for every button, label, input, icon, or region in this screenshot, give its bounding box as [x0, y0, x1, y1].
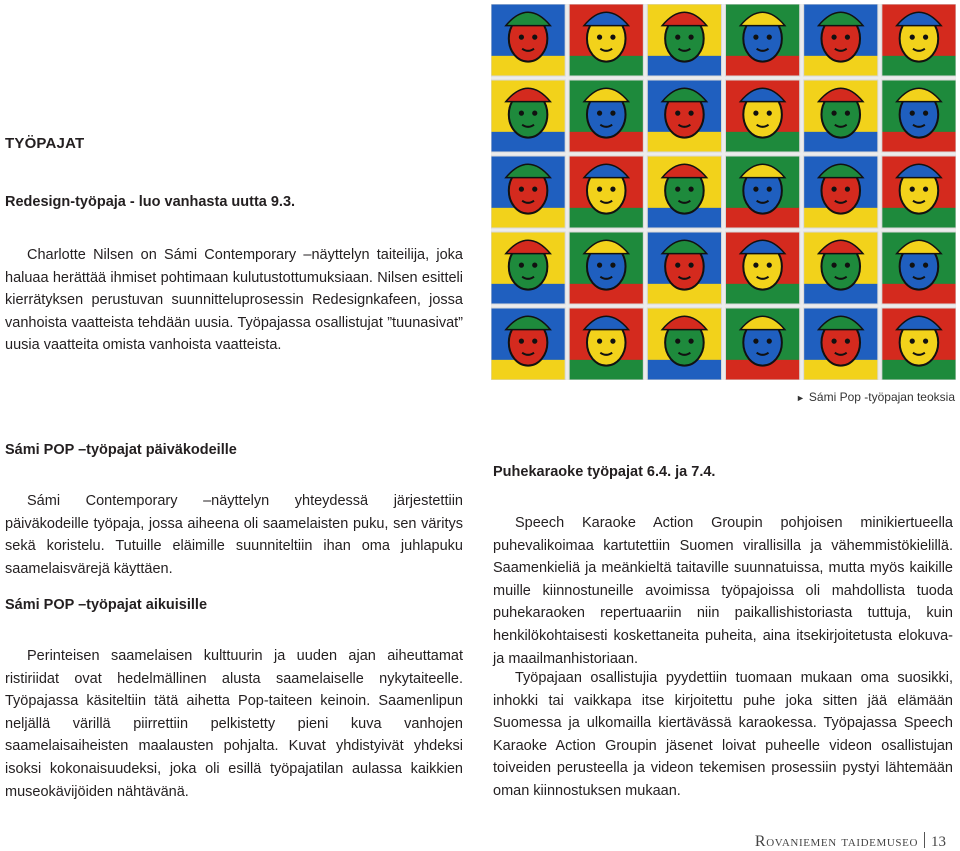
artwork-tile	[569, 4, 643, 76]
workshop4-title: Puhekaraoke työpajat 6.4. ja 7.4.	[493, 464, 716, 480]
section-heading: TYÖPAJAT	[5, 135, 85, 152]
artwork-tile	[726, 80, 800, 152]
footer-separator	[924, 832, 925, 848]
workshop4-paragraph-1: Speech Karaoke Action Groupin pohjoisen minikiertueella puhevalikoimaa kartutettiin Suomen virallisilla ja vähemmistökielillä. Saamenkieliä ja meänkieltä taitaville suunnatuissa, mutta myös kaikille muille kiinnostuneille avoimissa työpajoissa oli mahdollista tuoda puhekaraoken repertuaariin niin paikallishistoriasta tuttuja, kuin henkilökohtaisesti koskettaneita puheita, aina itsekirjoitetusta elokuva- ja maailmanhistoriaan.	[493, 515, 953, 667]
artwork-tile	[569, 80, 643, 152]
artwork-tile	[804, 308, 878, 380]
page-footer	[755, 832, 946, 851]
artwork-tile	[647, 308, 721, 380]
artwork-tile	[647, 80, 721, 152]
artwork-tile	[569, 156, 643, 228]
artwork-tile	[491, 80, 565, 152]
artwork-tile	[804, 232, 878, 304]
workshop2-title: Sámi POP –työpajat päiväkodeille	[5, 442, 237, 458]
artwork-tile	[882, 156, 956, 228]
artwork-tile	[491, 232, 565, 304]
caption-marker-icon: ►	[795, 393, 805, 403]
artwork-tile	[804, 80, 878, 152]
artwork-tile	[647, 4, 721, 76]
artwork-tile	[491, 308, 565, 380]
artwork-tile	[882, 4, 956, 76]
artwork-tile	[726, 232, 800, 304]
photo-caption	[700, 390, 955, 404]
artwork-tile	[491, 4, 565, 76]
artwork-tile	[491, 156, 565, 228]
caption-text: Sámi Pop -työpajan teoksia	[808, 390, 955, 404]
artwork-grid	[491, 4, 956, 380]
sami-pop-artwork-photo	[491, 4, 956, 380]
footer-brand: Rovaniemen taidemuseo	[754, 833, 918, 850]
artwork-tile	[882, 308, 956, 380]
artwork-tile	[569, 232, 643, 304]
workshop3-text: Perinteisen saamelaisen kulttuurin ja uuden ajan aiheuttamat ristiriidat ovat hedelmällinen alusta saamelaiselle nykytaiteelle. Työpajassa käsiteltiin tätä aihetta Pop-taiteen keinoin. Saamenlipun neljällä värillä piirrettiin pelkistetty pieni kuva vanhojen saamelaisaiheisten maalausten pohjalta. Kuvat yhdistyivät yhdeksi isoksi kokonaisuudeksi, joka oli esillä työpajatilan aulassa kaikkien museokävijöiden nähtävänä.	[5, 648, 463, 800]
artwork-tile	[882, 232, 956, 304]
artwork-tile	[726, 156, 800, 228]
artwork-tile	[569, 308, 643, 380]
workshop3-title: Sámi POP –työpajat aikuisille	[5, 597, 208, 613]
artwork-tile	[726, 4, 800, 76]
page-number: 13	[931, 834, 946, 850]
artwork-tile	[647, 156, 721, 228]
workshop4-paragraph-2: Työpajaan osallistujia pyydettiin tuomaan mukaan oma suosikki, inhokki tai vaikkapa itse kirjoitettu puhe joka sitten jää elämään Suomessa ja ulkomailla kiertävässä karaokessa. Työpajassa Speech Karaoke Action Groupin jäsenet loivat puheelle videon osallistujan toiveiden perusteella ja videon tekemisen prosessiin pystyi lähtemään oman kiinnostuksen mukaan.	[493, 670, 953, 799]
artwork-tile	[804, 156, 878, 228]
artwork-tile	[882, 80, 956, 152]
workshop1-title: Redesign-työpaja - luo vanhasta uutta 9.3.	[5, 194, 296, 210]
artwork-tile	[726, 308, 800, 380]
artwork-tile	[804, 4, 878, 76]
workshop2-text: Sámi Contemporary –näyttelyn yhteydessä järjestettiin päiväkodeille työpaja, jossa aiheena oli saamelaisten puku, sen väritys sekä koristelu. Tutuille eläimille suunniteltiin ihan oma juhlapuku saamelaisvärejä käyttäen.	[5, 493, 463, 577]
artwork-tile	[647, 232, 721, 304]
workshop1-text: Charlotte Nilsen on Sámi Contemporary –näyttelyn taiteilija, joka haluaa herättää ihmiset pohtimaan kulutustottumuksiaan. Nilsen esitteli kierrätyksen perustuvan suunnitteluprosessin Redesignkafeen, jossa vanhoista vaatteista tehdään uusia. Työpajassa osallistujat ”tuunasivat” uusia vaatteita omista vanhoista vaatteista.	[5, 247, 463, 354]
